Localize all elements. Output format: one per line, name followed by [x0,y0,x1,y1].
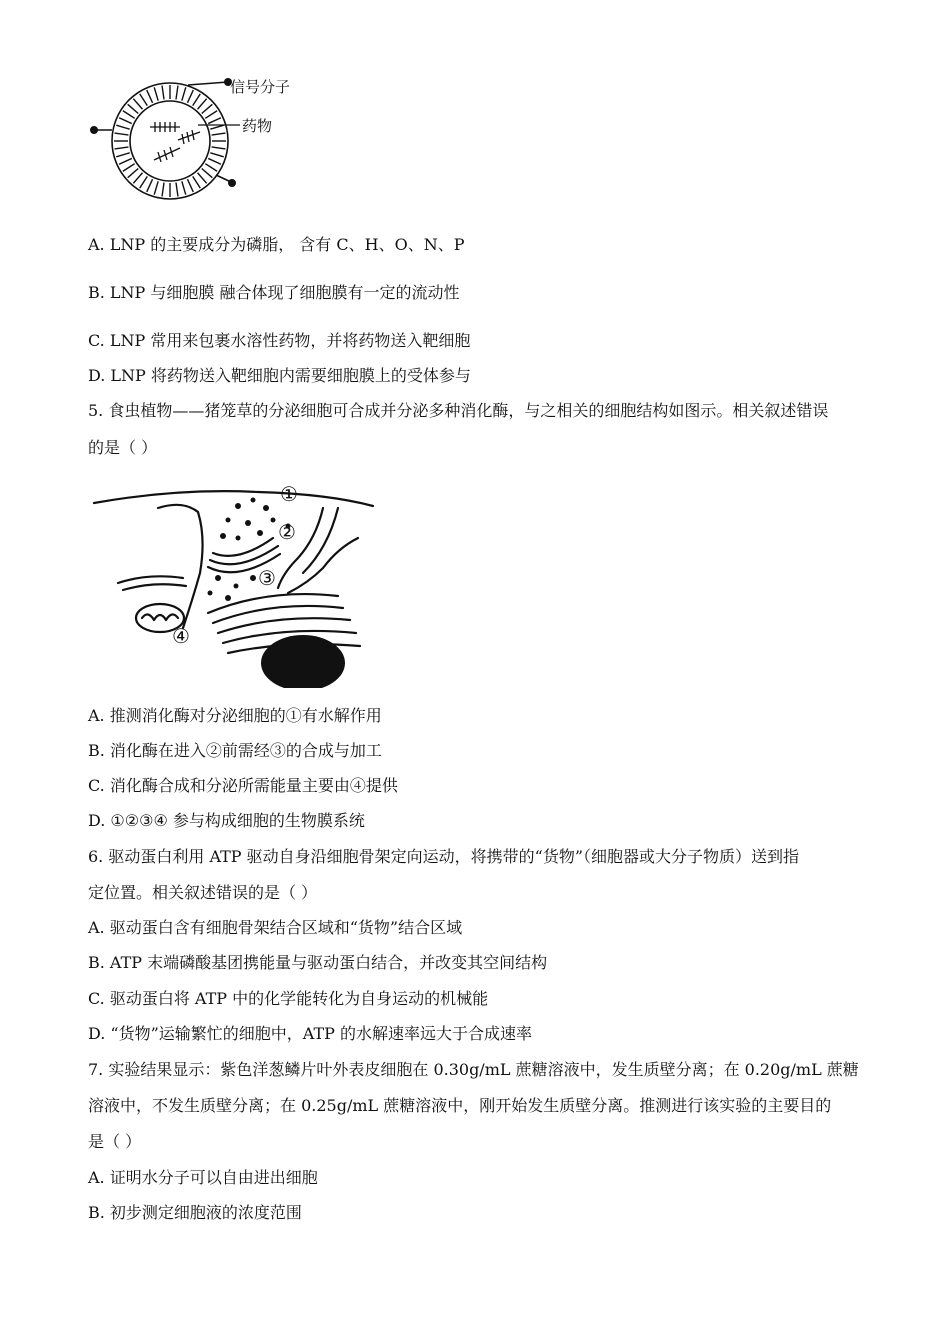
cell-diagram [88,478,388,688]
lipid-tick [193,176,201,188]
lipid-tick [116,125,129,129]
lipid-tick [193,94,201,106]
lipid-tick [133,173,142,184]
lipid-tick [208,118,221,124]
cell-figure [88,478,388,688]
lipid-tick [154,87,158,100]
signal-molecule-label: 信号分子 [230,78,291,96]
q6-option-d: D. “货物”运输繁忙的细胞中，ATP 的水解速率远大于合成速率 [88,1024,532,1043]
lipid-tick [133,99,142,110]
q5-option-d: D. ①②③④ 参与构成细胞的生物膜系统 [88,811,365,830]
drug-label: 药物 [242,117,273,135]
lipid-tick [119,118,132,124]
lipid-tick [140,94,148,106]
lnp-figure [88,70,318,210]
lipid-tick [210,125,223,129]
lipid-tick [205,164,217,172]
q4-option-b: B. LNP 与细胞膜 融合体现了细胞膜有一定的流动性 [88,283,460,302]
lipid-tick [205,111,217,119]
lipid-tick [202,104,213,113]
cell-label-4: ④ [172,624,190,648]
lipid-tick [123,164,135,172]
cell-label-3: ③ [258,566,276,590]
lipid-tick [162,183,164,197]
lipid-tick [147,179,153,192]
lipid-tick [208,158,221,164]
q4-option-c: C. LNP 常用来包裹水溶性药物，并将药物送入靶细胞 [88,331,471,350]
lipid-tick [210,153,223,157]
q7-stem-line2: 溶液中，不发生质壁分离；在 0.25g/mL 蔗糖溶液中，刚开始发生质壁分离。推测进行该实验的主要目的 [88,1096,832,1115]
q6-option-b: B. ATP 末端磷酸基团携能量与驱动蛋白结合，并改变其空间结构 [88,953,548,972]
lipid-tick [115,133,129,135]
lipid-tick [162,86,164,100]
lipid-tick [187,90,193,103]
lipid-tick [182,87,186,100]
cell-label-2: ② [278,520,296,544]
q6-stem-line2: 定位置。相关叙述错误的是（ ） [88,883,318,902]
q7-stem-line1: 7. 实验结果显示：紫色洋葱鳞片叶外表皮细胞在 0.30g/mL 蔗糖溶液中，发生质壁分离；在 0.20g/mL 蔗糖 [88,1060,859,1079]
lipid-tick [176,86,178,100]
lipid-tick [154,181,158,194]
q5-option-b: B. 消化酶在进入②前需经③的合成与加工 [88,741,382,760]
lipid-tick [115,147,129,149]
lipid-tick [176,183,178,197]
lipid-tick [182,181,186,194]
cell-label-1: ① [280,482,298,506]
lipid-tick [198,99,207,110]
q4-option-a: A. LNP 的主要成分为磷脂， 含有 C、H、O、N、P [88,235,465,254]
q5-stem-line2: 的是（ ） [88,438,158,457]
lipid-tick [128,169,139,178]
lipid-tick [116,153,129,157]
lipid-tick [123,111,135,119]
lipid-tick [198,173,207,184]
lipid-tick [140,176,148,188]
q6-option-c: C. 驱动蛋白将 ATP 中的化学能转化为自身运动的机械能 [88,989,489,1008]
q6-option-a: A. 驱动蛋白含有细胞骨架结合区域和“货物”结合区域 [88,918,463,937]
q7-option-a: A. 证明水分子可以自由进出细胞 [88,1168,318,1187]
q5-stem-line1: 5. 食虫植物——猪笼草的分泌细胞可合成并分泌多种消化酶，与之相关的细胞结构如图示。相关叙述错误 [88,401,829,420]
lipid-tick [147,90,153,103]
q5-option-c: C. 消化酶合成和分泌所需能量主要由④提供 [88,776,398,795]
lipid-tick [119,158,132,164]
lipid-tick [128,104,139,113]
lipid-tick [212,147,226,149]
q7-option-b: B. 初步测定细胞液的浓度范围 [88,1203,302,1222]
lipid-tick [212,133,226,135]
lipid-tick [187,179,193,192]
q4-option-d: D. LNP 将药物送入靶细胞内需要细胞膜上的受体参与 [88,366,471,385]
lipid-tick [202,169,213,178]
q6-stem-line1: 6. 驱动蛋白利用 ATP 驱动自身沿细胞骨架定向运动，将携带的“货物”（细胞器或大分子物质）送到指 [88,847,800,866]
q7-stem-line3: 是（ ） [88,1132,142,1151]
q5-option-a: A. 推测消化酶对分泌细胞的①有水解作用 [88,706,382,725]
